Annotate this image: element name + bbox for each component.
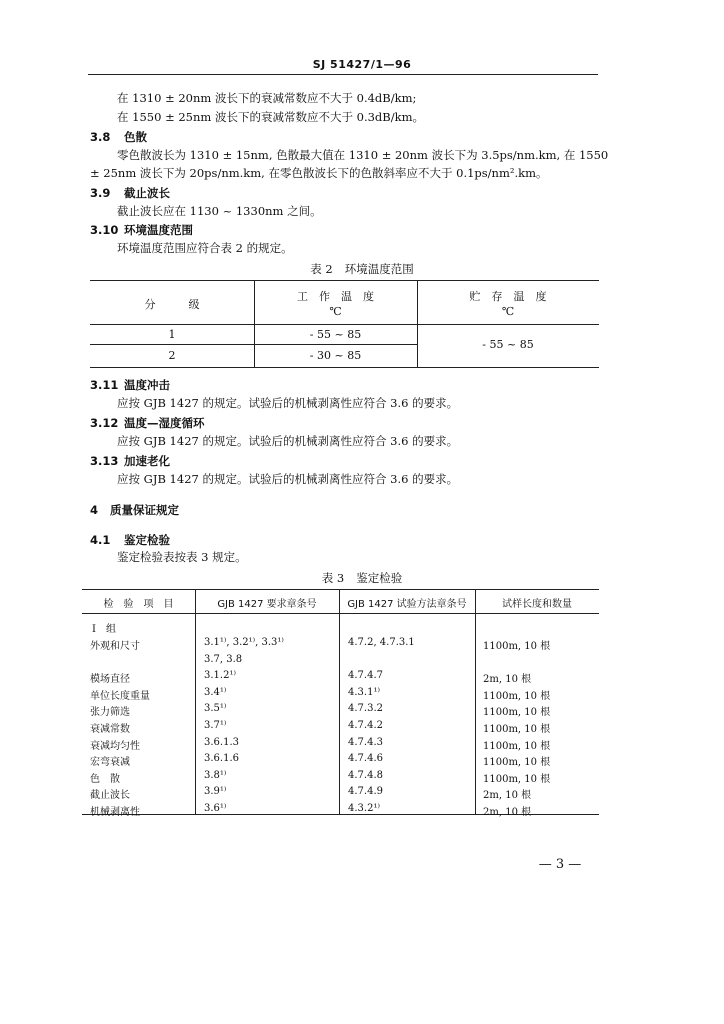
table3-col-divider-2	[339, 589, 340, 815]
section-title: 色散	[124, 130, 147, 144]
table2-top-rule	[90, 280, 599, 281]
table3-cell-req: 3.7, 3.8	[204, 653, 243, 665]
para-attenuation-1310: 在 1310 ± 20nm 波长下的衰减常数应不大于 0.4dB/km;	[117, 91, 417, 105]
table3-header-method: GJB 1427 试验方法章条号	[347, 599, 467, 610]
section-4-1-heading	[90, 532, 170, 548]
table3	[82, 589, 599, 818]
table3-caption-label: 表 3	[321, 571, 345, 585]
table3-cell-method: 4.3.2¹⁾	[348, 803, 380, 814]
header-rule	[88, 74, 598, 75]
section-number: 3.12	[90, 416, 119, 430]
table3-cell-sample: 1100m, 10 根	[483, 757, 551, 769]
table2-bottom-rule	[90, 367, 599, 368]
table3-cell-item: 截止波长	[90, 790, 130, 802]
table3-cell-sample: 2m, 10 根	[483, 790, 532, 802]
table3-cell-item: 单位长度重量	[90, 690, 150, 702]
section-title: 温度—湿度循环	[124, 416, 205, 430]
table3-cell-req: 3.5¹⁾	[204, 703, 227, 715]
para-qualification: 鉴定检验表按表 3 规定。	[117, 550, 247, 564]
para-attenuation-1550: 在 1550 ± 25nm 波长下的衰减常数应不大于 0.3dB/km。	[117, 110, 424, 124]
table3-cell-item: 色 散	[90, 773, 120, 785]
table2-row1-class: 1	[168, 328, 176, 341]
section-4-heading	[90, 502, 179, 518]
table3-cell-method: 4.7.4.2	[348, 720, 383, 731]
table2-caption-title: 环境温度范围	[344, 262, 414, 276]
section-3-8-heading	[90, 129, 147, 145]
table3-cell-item: 张力筛选	[90, 707, 130, 719]
table3-header-rule	[82, 613, 599, 614]
table2-header-work: 工 作 温 度	[297, 290, 374, 303]
section-title: 温度冲击	[124, 378, 170, 392]
table3-cell-method: 4.3.1¹⁾	[348, 686, 380, 698]
section-title: 质量保证规定	[110, 503, 179, 517]
table2-row2-work: - 30 ~ 85	[309, 349, 362, 362]
section-title: 截止波长	[124, 186, 170, 200]
table3-cell-sample: 1100m, 10 根	[483, 740, 551, 752]
para-temp-shock: 应按 GJB 1427 的规定。试验后的机械剥离性应符合 3.6 的要求。	[117, 396, 459, 410]
table2-header-class: 分 级	[144, 298, 200, 311]
table3-cell-req: 3.6.1.6	[204, 753, 239, 765]
table3-cell-sample: 1100m, 10 根	[483, 724, 551, 735]
table3-cell-item: 宏弯衰减	[90, 757, 130, 769]
section-title: 环境温度范围	[124, 223, 193, 237]
table3-cell-method: 4.7.4.6	[348, 753, 383, 765]
section-number: 3.9	[90, 186, 111, 200]
table2-row1-work: - 55 ~ 85	[309, 328, 362, 341]
section-3-9-heading	[90, 185, 170, 201]
table2-header-work-unit: ℃	[329, 305, 342, 318]
section-number: 3.13	[90, 454, 119, 468]
table3-cell-method: 4.7.3.2	[348, 703, 383, 715]
table3-cell-req: 3.9¹⁾	[204, 786, 227, 798]
table3-cell-req: 3.6.1.3	[204, 736, 239, 748]
table2-row2-class: 2	[168, 349, 176, 362]
table3-header-req: GJB 1427 要求章条号	[217, 599, 317, 610]
table3-col-divider-1	[195, 589, 196, 815]
para-cutoff: 截止波长应在 1130 ~ 1330nm 之间。	[117, 204, 322, 218]
page-number: — 3 —	[538, 857, 582, 872]
table3-cell-sample: 1100m, 10 根	[483, 641, 551, 652]
table3-top-rule	[82, 589, 599, 590]
section-title: 鉴定检验	[124, 533, 170, 547]
table3-cell-method: 4.7.4.3	[348, 736, 383, 748]
para-aging: 应按 GJB 1427 的规定。试验后的机械剥离性应符合 3.6 的要求。	[117, 472, 459, 486]
table3-cell-method: 4.7.2, 4.7.3.1	[348, 637, 415, 648]
table3-col-divider-3	[475, 589, 476, 815]
para-dispersion-line1: 零色散波长为 1310 ± 15nm, 色散最大值在 1310 ± 20nm 波长下为 3.5ps/nm.km, 在 1550	[117, 148, 609, 162]
table3-cell-sample: 2m, 10 根	[483, 807, 532, 818]
table3-cell-req: 3.6¹⁾	[204, 803, 227, 814]
section-number: 4.1	[90, 533, 111, 547]
document-code: SJ 51427/1—96	[312, 58, 412, 71]
section-number: 3.8	[90, 130, 111, 144]
table3-cell-item: 外观和尺寸	[90, 641, 140, 652]
table2-caption-label: 表 2	[310, 262, 333, 276]
table2-caption	[0, 261, 724, 277]
table3-group-label: I 组	[92, 624, 116, 635]
table2-header-rule	[90, 324, 599, 325]
table3-caption-title: 鉴定检验	[356, 571, 403, 585]
table3-cell-item: 模场直径	[90, 674, 130, 686]
table3-cell-item: 机械剥离性	[90, 807, 140, 818]
table3-cell-req: 3.8¹⁾	[204, 769, 227, 781]
table3-cell-item: 衰减常数	[90, 724, 130, 735]
section-3-11-heading	[90, 377, 170, 393]
section-title: 加速老化	[124, 454, 170, 468]
section-number: 3.10	[90, 223, 119, 237]
table3-header-sample: 试样长度和数量	[502, 599, 572, 610]
table3-cell-method: 4.7.4.8	[348, 769, 383, 781]
table3-cell-req: 3.1.2¹⁾	[204, 670, 236, 682]
table3-cell-req: 3.7¹⁾	[204, 720, 227, 731]
table3-caption	[0, 570, 724, 586]
para-temp-humidity: 应按 GJB 1427 的规定。试验后的机械剥离性应符合 3.6 的要求。	[117, 434, 459, 448]
table3-cell-method: 4.7.4.9	[348, 786, 383, 798]
table3-cell-sample: 2m, 10 根	[483, 674, 532, 686]
para-env-temp: 环境温度范围应符合表 2 的规定。	[117, 241, 293, 255]
section-3-12-heading	[90, 415, 205, 431]
table3-cell-item: 衰减均匀性	[90, 740, 140, 752]
para-dispersion-line2: ± 25nm 波长下为 20ps/nm.km, 在零色散波长下的色散斜率应不大于 0.1ps/nm².km。	[90, 166, 548, 180]
table3-cell-req: 3.4¹⁾	[204, 686, 227, 698]
table3-header-item: 检 验 项 目	[103, 599, 174, 610]
table3-cell-sample: 1100m, 10 根	[483, 773, 551, 785]
table2-header-store: 贮 存 温 度	[469, 290, 547, 303]
table3-cell-req: 3.1¹⁾, 3.2¹⁾, 3.3¹⁾	[204, 637, 284, 648]
section-3-13-heading	[90, 453, 170, 469]
table2-header-store-unit: ℃	[501, 305, 515, 318]
table3-cell-sample: 1100m, 10 根	[483, 707, 551, 719]
section-number: 3.11	[90, 378, 119, 392]
section-number: 4	[90, 503, 99, 517]
section-3-10-heading	[90, 222, 193, 238]
table3-cell-method: 4.7.4.7	[348, 670, 383, 682]
table2	[90, 280, 599, 368]
table3-cell-sample: 1100m, 10 根	[483, 690, 551, 702]
table2-store-value: - 55 ~ 85	[482, 338, 534, 351]
